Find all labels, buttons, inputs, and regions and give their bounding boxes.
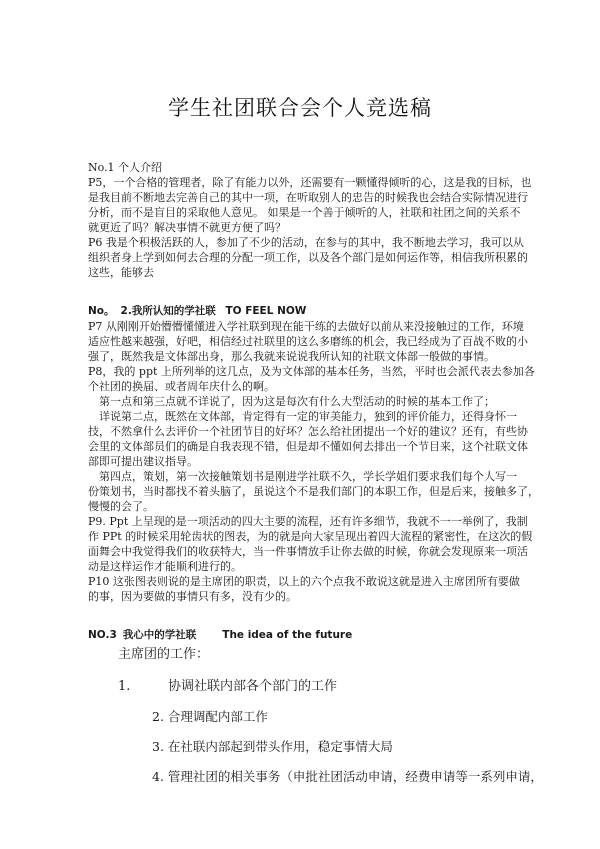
list-item: 2. 合理调配内部工作 <box>152 709 268 724</box>
paragraph-line: 份策划书，当时都找不着头脑了，虽说这个不是我们部门的本职工作，但是后来，接触多了， <box>88 485 539 498</box>
section-2-number: No。 <box>88 305 115 317</box>
document-body <box>88 160 543 787</box>
paragraph-line: 强了，既然我是文体部出身，那么我就来说说我所认知的社联文体部一般做的事情。 <box>88 350 495 363</box>
list-item-1-text: 协调社联内部各个部门的工作 <box>168 679 338 694</box>
section-3-title: 我心中的学社联 <box>122 629 197 641</box>
section-2 <box>88 304 539 604</box>
section-1 <box>88 160 532 280</box>
section-2-title: 2.我所认知的学社联 <box>120 305 216 317</box>
paragraph-line: 组织者身上学到如何去合理的分配一项工作，以及各个部门是如何运作等，相信我所积累的 <box>88 251 528 264</box>
list-item: 3. 在社联内部起到带头作用，稳定事情大局 <box>152 739 393 754</box>
paragraph-line: 会里的文体部员们的确是自我表现不错，但是却不懂如何去排出一个节目来，这个社联文体 <box>88 440 528 453</box>
paragraph-line: P5，一个合格的管理者，除了有能力以外，还需要有一颗懂得倾听的心，这是我的目标，也 <box>88 176 532 189</box>
section-2-paragraphs <box>88 319 539 604</box>
paragraph-line: 适应性越来越强，好吧，相信经过社联里的这么多磨练的机会，我已经成为了百战不败的小 <box>88 335 528 348</box>
paragraph-line: P6 我是个积极活跃的人，参加了不少的活动，在参与的其中，我不断地去学习，我可以从 <box>88 236 524 249</box>
paragraph-line: 作 PPt 的时候采用轮齿状的图表，为的就是向大家呈现出着四大流程的紧密性，在这次的假 <box>88 530 533 543</box>
paragraph-line: P7 从刚刚开始懵懵懂懂进入学社联到现在能干练的去做好以前从来没接触过的工作，环境 <box>88 320 524 333</box>
paragraph-line: 第四点，策划，第一次接触策划书是刚进学社联不久，学长学姐们要求我们每个人写一 <box>99 470 517 483</box>
list-item-1 <box>118 677 518 697</box>
paragraph-line: 个社团的换届、或者周年庆什么的啊。 <box>88 380 275 393</box>
section-3-english-title: The idea of the future <box>222 629 353 641</box>
paragraph-line: P10 这张图表则说的是主席团的职责，以上的六个点我不敢说这就是进入主席团所有要做 <box>88 575 520 588</box>
paragraph-line: 面舞会中我觉得我们的收获特大，当一件事情放手让你去做的时候，你就会发现原来一项活 <box>88 545 528 558</box>
paragraph-line: 是我目前不断地去完善自己的其中一项，在听取别人的忠告的时候我也会结合实际情况进行 <box>88 191 528 204</box>
section-3-heading <box>88 628 518 643</box>
section-1-paragraphs <box>88 175 532 280</box>
paragraph-line: 这些，能够去 <box>88 266 154 279</box>
paragraph-line: 部即可提出建议指导。 <box>88 455 198 468</box>
paragraph-line: 分析，而不是盲目的采取他人意见。 如果是一个善于倾听的人，社联和社团之间的关系不 <box>88 206 521 219</box>
paragraph-line: P8，我的 ppt 上所列举的这几点，及为文体部的基本任务，当然，平时也会派代表去参加各 <box>88 365 535 378</box>
list-item-1-number: 1. <box>118 679 131 694</box>
paragraph-line: 技，不然拿什么去评价一个社团节目的好坏？怎么给社团提出一个好的建议？还有，有些协 <box>88 425 528 438</box>
list-item: 4. 管理社团的相关事务（申批社团活动申请，经费申请等一系列申请， <box>152 769 543 784</box>
document-title: 学生社团联合会个人竞选稿 <box>168 96 432 120</box>
paragraph-line: 详说第二点，既然在文体部，肯定得有一定的审美能力，独到的评价能力，还得身怀一 <box>99 410 517 423</box>
section-2-heading <box>88 304 518 319</box>
presidium-work-label: 主席团的工作： <box>118 647 210 662</box>
section-3-number: NO.3 <box>88 629 117 641</box>
section-3 <box>88 628 543 787</box>
paragraph-line: 动是这样运作才能顺利进行的。 <box>88 560 242 573</box>
paragraph-line: P9. Ppt 上呈现的是一项活动的四大主要的流程，还有许多细节，我就不一一举例了，我制 <box>88 515 528 528</box>
presidium-work-list <box>88 707 543 787</box>
paragraph-line: 慢慢的会了。 <box>88 500 154 513</box>
section-1-heading: No.1 个人介绍 <box>88 161 163 174</box>
section-2-english-title: TO FEEL NOW <box>225 305 307 317</box>
paragraph-line: 的事，因为要做的事情只有多，没有少的。 <box>88 590 297 603</box>
paragraph-line: 就更近了吗？解决事情不就更方便了吗？ <box>88 221 286 234</box>
paragraph-line: 第一点和第三点就不详说了，因为这是每次有什么大型活动的时候的基本工作了； <box>99 395 495 408</box>
